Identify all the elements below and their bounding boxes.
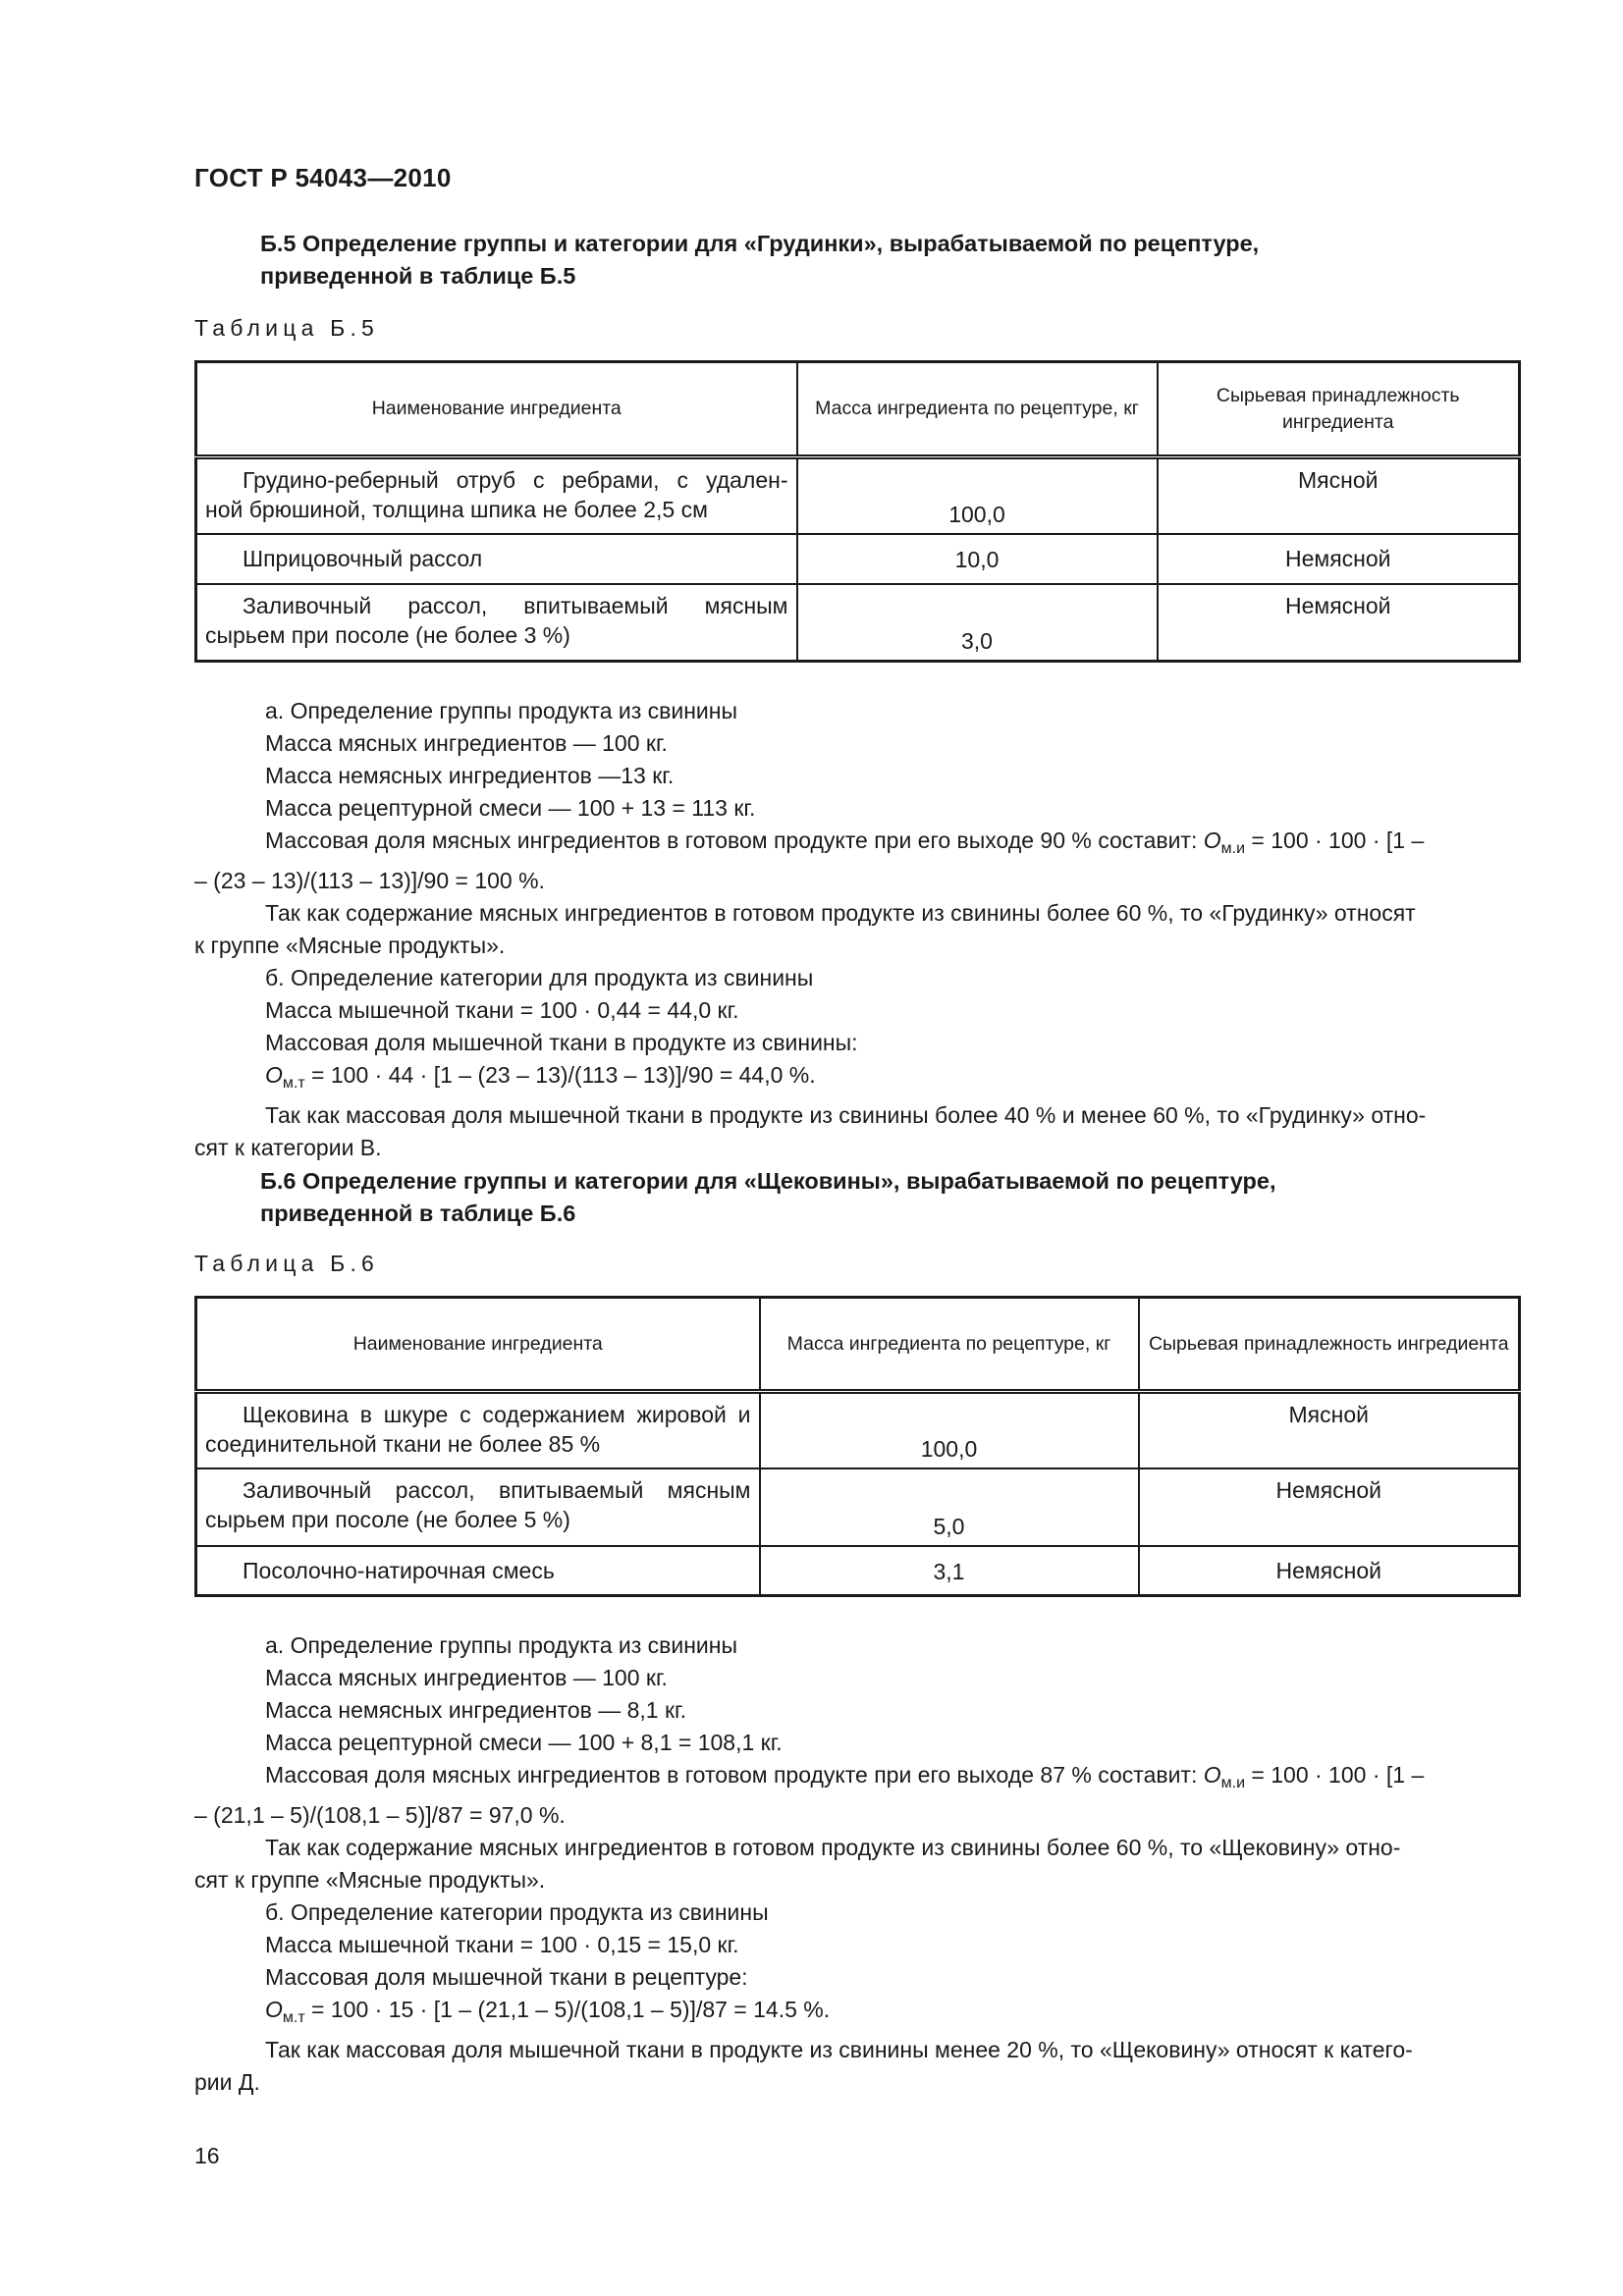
- paragraph: б. Определение категории для продукта из свинины: [265, 965, 814, 990]
- ingredient-name-line: сырьем при посоле (не более 3 %): [205, 621, 570, 648]
- ingredient-name-cell: [196, 1546, 760, 1596]
- heading-line: приведенной в таблице Б.5: [260, 263, 576, 289]
- ingredient-name-cell: [196, 584, 797, 662]
- paragraph: – (21,1 – 5)/(108,1 – 5)]/87 = 97,0 %.: [194, 1802, 566, 1828]
- section-b6-heading: [260, 1165, 1537, 1230]
- formula-line: [194, 1994, 1518, 2034]
- text-run: Массовая доля мясных ингредиентов в готовом продукте при его выходе 90 % составит:: [265, 828, 1204, 853]
- ingredient-mass-cell: 100,0: [797, 457, 1158, 534]
- paragraph: Масса рецептурной смеси — 100 + 8,1 = 108,1 кг.: [265, 1730, 783, 1755]
- ingredient-name-line: Посолочно-натирочная смесь: [243, 1557, 555, 1583]
- paragraph: Масса немясных ингредиентов — 8,1 кг.: [265, 1697, 687, 1723]
- paragraph: Массовая доля мышечной ткани в рецептуре:: [265, 1964, 748, 1990]
- text-run: Массовая доля мясных ингредиентов в готовом продукте при его выходе 87 % составит:: [265, 1762, 1204, 1788]
- text-run: = 100 · 100 · [1 –: [1245, 1762, 1425, 1788]
- ingredient-name-line: Грудино-реберный отруб с ребрами, с удален-: [243, 467, 788, 493]
- paragraph: рии Д.: [194, 2069, 260, 2095]
- section-b5-heading: [260, 228, 1537, 293]
- paragraph: сят к группе «Мясные продукты».: [194, 1867, 546, 1893]
- formula-subscript: м.и: [1220, 840, 1246, 857]
- ingredient-type-cell: Немясной: [1139, 1546, 1520, 1596]
- ingredient-type-cell: Немясной: [1158, 584, 1520, 662]
- table-row: [196, 1468, 1520, 1546]
- ingredient-mass-cell: 5,0: [760, 1468, 1139, 1546]
- section-b5-body: [194, 695, 1518, 1164]
- paragraph: Масса немясных ингредиентов —13 кг.: [265, 763, 675, 788]
- heading-line: приведенной в таблице Б.6: [260, 1201, 576, 1226]
- text-run: = 100 · 44 · [1 – (23 – 13)/(113 – 13)]/90 = 44,0 %.: [304, 1062, 816, 1088]
- ingredient-type-cell: Мясной: [1139, 1392, 1520, 1468]
- table-row: [196, 1546, 1520, 1596]
- table-row: [196, 584, 1520, 662]
- ingredient-name-line: Щековина в шкуре с содержанием жировой и: [243, 1402, 751, 1427]
- table-row: [196, 534, 1520, 584]
- ingredient-name-line: Заливочный рассол, впитываемый мясным: [243, 592, 788, 618]
- ingredient-name-line: Заливочный рассол, впитываемый мясным: [243, 1476, 751, 1503]
- table-header-row: [196, 1298, 1520, 1392]
- ingredient-mass-cell: 100,0: [760, 1392, 1139, 1468]
- formula-symbol: О: [1203, 1762, 1221, 1788]
- column-header-type: Сырьевая принадлежность ингредиента: [1139, 1298, 1520, 1392]
- paragraph: Так как массовая доля мышечной ткани в продукте из свинины более 40 % и менее 60 %, то «Грудинку» отно-: [265, 1102, 1427, 1128]
- column-header-name: Наименование ингредиента: [196, 1298, 760, 1392]
- paragraph: Масса мясных ингредиентов — 100 кг.: [265, 1665, 668, 1690]
- paragraph: а. Определение группы продукта из свинины: [265, 698, 738, 723]
- ingredient-name-line: Шприцовочный рассол: [243, 546, 483, 571]
- table-header-row: [196, 362, 1520, 457]
- column-header-mass: Масса ингредиента по рецептуре, кг: [797, 362, 1158, 457]
- ingredient-name-cell: [196, 1392, 760, 1468]
- page-number: 16: [194, 2143, 220, 2168]
- ingredient-mass-cell: 3,1: [760, 1546, 1139, 1596]
- paragraph: [194, 1759, 1518, 1799]
- ingredient-name-cell: [196, 534, 797, 584]
- formula-symbol: О: [265, 1062, 283, 1088]
- text-run: = 100 · 15 · [1 – (21,1 – 5)/(108,1 – 5)]/87 = 14.5 %.: [304, 1997, 831, 2022]
- heading-line: Б.5 Определение группы и категории для «Грудинки», вырабатываемой по рецептуре,: [260, 231, 1260, 256]
- formula-subscript: м.и: [1220, 1775, 1246, 1791]
- column-header-mass: Масса ингредиента по рецептуре, кг: [760, 1298, 1139, 1392]
- paragraph: Массовая доля мышечной ткани в продукте из свинины:: [265, 1030, 858, 1055]
- column-header-type: Сырьевая принадлежность ингредиента: [1158, 362, 1520, 457]
- formula-subscript: м.т: [282, 2009, 305, 2026]
- paragraph: сят к категории В.: [194, 1135, 382, 1160]
- table-row: [196, 457, 1520, 534]
- ingredient-name-line: сырьем при посоле (не более 5 %): [205, 1506, 570, 1532]
- text-run: = 100 · 100 · [1 –: [1245, 828, 1425, 853]
- table-b6-label: Таблица Б.6: [194, 1251, 380, 1276]
- paragraph: Масса мясных ингредиентов — 100 кг.: [265, 730, 668, 756]
- table-b6: [194, 1296, 1521, 1597]
- section-b6-body: [194, 1629, 1518, 2099]
- column-header-name: Наименование ингредиента: [196, 362, 797, 457]
- paragraph: Так как массовая доля мышечной ткани в продукте из свинины менее 20 %, то «Щековину» относят к катего-: [265, 2037, 1413, 2062]
- heading-line: Б.6 Определение группы и категории для «Щековины», вырабатываемой по рецептуре,: [260, 1168, 1276, 1194]
- document-header: ГОСТ Р 54043—2010: [194, 163, 452, 192]
- ingredient-mass-cell: 10,0: [797, 534, 1158, 584]
- paragraph: Масса мышечной ткани = 100 · 0,15 = 15,0 кг.: [265, 1932, 739, 1957]
- formula-line: [194, 1059, 1518, 1099]
- ingredient-name-cell: [196, 457, 797, 534]
- paragraph: к группе «Мясные продукты».: [194, 933, 506, 958]
- ingredient-type-cell: Немясной: [1139, 1468, 1520, 1546]
- formula-subscript: м.т: [282, 1075, 305, 1092]
- paragraph: Так как содержание мясных ингредиентов в готовом продукте из свинины более 60 %, то «Щековину» отно-: [265, 1835, 1401, 1860]
- paragraph: Так как содержание мясных ингредиентов в готовом продукте из свинины более 60 %, то «Грудинку» относят: [265, 900, 1416, 926]
- ingredient-name-cell: [196, 1468, 760, 1546]
- ingredient-name-line: соединительной ткани не более 85 %: [205, 1431, 601, 1457]
- table-b5: [194, 360, 1521, 663]
- table-row: [196, 1392, 1520, 1468]
- ingredient-type-cell: Немясной: [1158, 534, 1520, 584]
- table-b5-label: Таблица Б.5: [194, 315, 380, 341]
- paragraph: б. Определение категории продукта из свинины: [265, 1899, 769, 1925]
- ingredient-type-cell: Мясной: [1158, 457, 1520, 534]
- formula-symbol: О: [265, 1997, 283, 2022]
- formula-symbol: О: [1203, 828, 1221, 853]
- paragraph: – (23 – 13)/(113 – 13)]/90 = 100 %.: [194, 868, 545, 893]
- paragraph: Масса рецептурной смеси — 100 + 13 = 113 кг.: [265, 795, 756, 821]
- ingredient-mass-cell: 3,0: [797, 584, 1158, 662]
- paragraph: [194, 825, 1518, 865]
- ingredient-name-line: ной брюшиной, толщина шпика не более 2,5 см: [205, 497, 708, 522]
- paragraph: Масса мышечной ткани = 100 · 0,44 = 44,0 кг.: [265, 997, 739, 1023]
- paragraph: а. Определение группы продукта из свинины: [265, 1632, 738, 1658]
